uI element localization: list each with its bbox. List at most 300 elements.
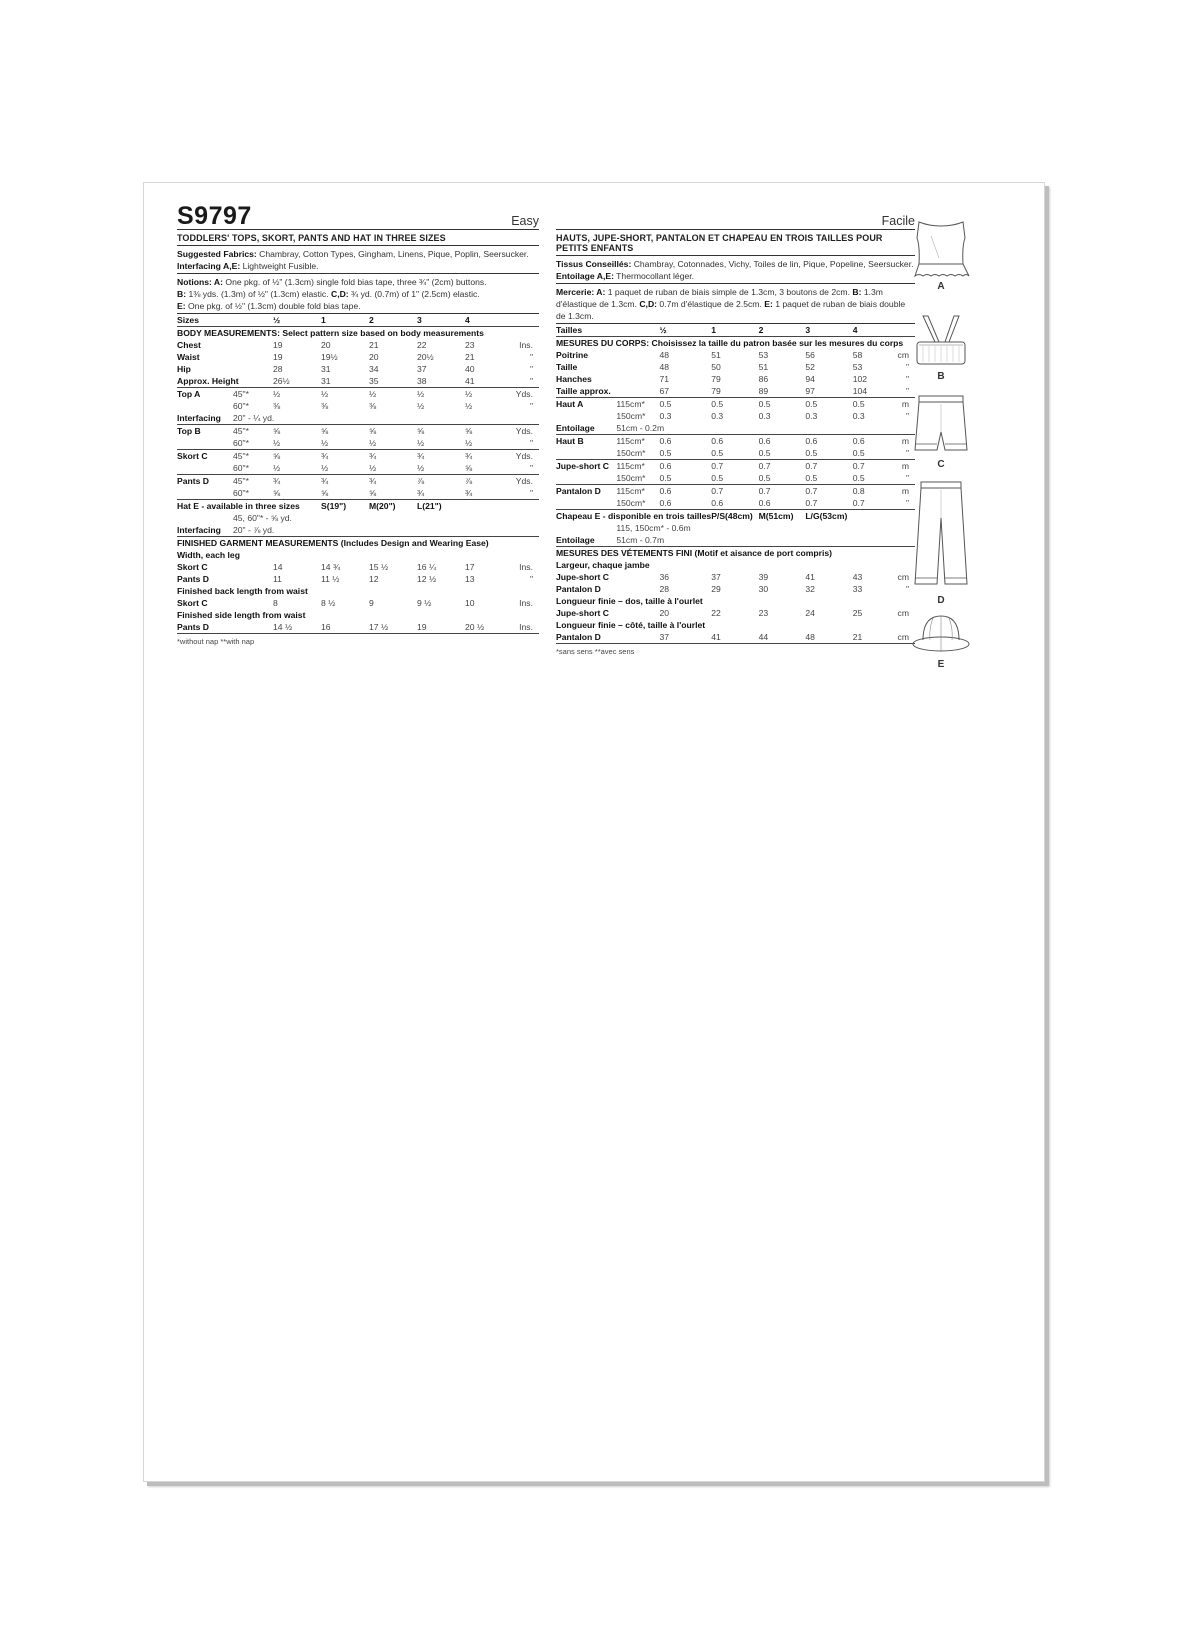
notions-a-text: One pkg. of ½" (1.3cm) single fold bias tape, three ¾" (2cm) buttons.	[223, 277, 487, 287]
value: 40	[465, 364, 475, 374]
garment-label: Top A	[177, 388, 233, 401]
value: ⅞	[417, 475, 465, 488]
value: ½	[321, 388, 369, 401]
value: 17	[465, 562, 475, 572]
value: ½	[417, 401, 425, 411]
unit: Yds.	[513, 450, 539, 463]
body-row	[556, 349, 915, 361]
value: 102	[852, 374, 868, 384]
sizes-label: Tailles	[556, 324, 616, 337]
row-label: Taille	[556, 362, 578, 372]
fabric-width: 45"*	[233, 388, 273, 401]
value: 48	[805, 631, 852, 644]
value: ¾	[465, 488, 473, 498]
value: 16	[321, 621, 369, 634]
notions-b-label: B:	[177, 289, 187, 299]
value: 0.5	[711, 473, 724, 483]
hat-size: S(19")	[321, 500, 369, 513]
unit: "	[529, 376, 533, 386]
sleeveless-top-ruffle-hem-icon	[909, 218, 973, 280]
hat-size: L(21")	[417, 500, 465, 513]
value: 44	[759, 631, 806, 644]
value: 51	[711, 350, 721, 360]
value: 22	[417, 340, 427, 350]
value: 0.6	[659, 435, 711, 448]
value: ⅝	[273, 488, 281, 498]
value: ¾	[321, 475, 369, 488]
table-cell	[616, 324, 659, 337]
value: 41	[805, 572, 815, 582]
yardage-row	[177, 400, 539, 412]
value: 0.6	[758, 498, 771, 508]
view-a	[896, 218, 986, 314]
french-column	[556, 183, 915, 656]
hat-fabric: 45, 60"* - ⅝ yd.	[233, 513, 292, 523]
finished-subheading: Finished side length from waist	[177, 610, 306, 620]
value: 23	[465, 340, 475, 350]
sizes-row	[177, 314, 539, 327]
value: ⅝	[417, 425, 465, 438]
value: ½	[273, 438, 281, 448]
finished-subheading-row	[177, 585, 539, 597]
garment-label	[556, 447, 616, 460]
value: 20 ½	[465, 621, 513, 634]
value: ⅝	[321, 488, 329, 498]
notions-a-label-fr: A:	[594, 287, 606, 297]
value: 97	[805, 386, 815, 396]
hat-fabric-row	[177, 512, 539, 524]
value: 51	[758, 362, 769, 372]
row-label: Pantalon D	[556, 584, 601, 594]
row-label: Pantalon D	[556, 631, 659, 644]
value: 0.7	[711, 460, 758, 473]
value: 16 ¼	[417, 562, 437, 572]
unit: m	[898, 460, 915, 473]
garment-label: Skort C	[177, 450, 233, 463]
bucket-hat-icon	[909, 612, 973, 658]
value: 10	[465, 598, 475, 608]
value: 0.7	[759, 485, 806, 498]
value: 9 ½	[417, 598, 432, 608]
value: 0.3	[758, 411, 771, 421]
value: ½	[321, 463, 329, 473]
size-header: ½	[273, 314, 321, 327]
finished-heading: MESURES DES VÉTEMENTS FINI (Motif et aisance de port compris)	[556, 547, 915, 560]
body-row	[177, 375, 539, 388]
value: 0.5	[711, 398, 758, 411]
interfacing-value: 51cm - 0.7m	[616, 535, 665, 545]
value: ⅞	[465, 475, 513, 488]
fabrics-label: Suggested Fabrics:	[177, 249, 257, 259]
value: ¾	[273, 475, 321, 488]
footnote: *without nap **with nap	[177, 637, 255, 646]
unit: "	[529, 574, 533, 584]
finished-row	[556, 631, 915, 644]
unit: Yds.	[513, 388, 539, 401]
hat-size: L/G(53cm)	[805, 510, 852, 523]
value: 89	[758, 386, 769, 396]
fabric-width: 115cm*	[616, 435, 659, 448]
value: 0.7	[711, 485, 758, 498]
unit: Yds.	[513, 475, 539, 488]
value: 50	[711, 362, 721, 372]
unit: Ins.	[519, 340, 533, 350]
view-label: C	[937, 459, 945, 470]
fabric-width: 150cm*	[616, 448, 646, 458]
value: 0.5	[853, 398, 898, 411]
unit: Ins.	[519, 598, 533, 608]
fabrics-label-fr: Tissus Conseillés:	[556, 259, 632, 269]
pattern-title-fr: HAUTS, JUPE-SHORT, PANTALON ET CHAPEAU EN TROIS TAILLES POUR PETITS ENFANTS	[556, 230, 915, 256]
hat-fabric: 115, 150cm* - 0.6m	[616, 523, 691, 533]
garment-label	[556, 410, 616, 422]
value: 8 ½	[321, 598, 336, 608]
garment-label	[177, 487, 233, 500]
value: 0.6	[805, 435, 852, 448]
notions-a-label: A:	[211, 277, 223, 287]
garment-label: Jupe-short C	[556, 460, 616, 473]
yardage-row	[177, 437, 539, 450]
value: ½	[369, 438, 377, 448]
garment-label	[177, 462, 233, 475]
unit: cm	[897, 572, 909, 582]
value: 37	[711, 572, 721, 582]
value: 0.5	[659, 398, 711, 411]
row-label: Poitrine	[556, 350, 588, 360]
value: 31	[321, 376, 331, 386]
size-header: 2	[369, 314, 417, 327]
value: 0.5	[711, 448, 724, 458]
value: 21	[853, 631, 898, 644]
finished-row	[177, 561, 539, 573]
fabric-width: 45"*	[233, 425, 273, 438]
value: ½	[417, 388, 465, 401]
fabrics-text: Chambray, Cotton Types, Gingham, Linens, Pique, Poplin, Seersucker.	[256, 249, 529, 259]
view-label: A	[937, 281, 945, 292]
yardage-row	[556, 447, 915, 460]
body-heading-row	[177, 327, 539, 340]
value: 0.7	[853, 460, 898, 473]
hat-row	[177, 500, 539, 513]
unit: m	[898, 485, 915, 498]
fabric-width: 115cm*	[616, 398, 659, 411]
fabrics-section	[177, 246, 539, 274]
value: ½	[417, 463, 425, 473]
value: ⅝	[273, 425, 321, 438]
finished-row	[177, 597, 539, 609]
unit: "	[905, 448, 909, 458]
interfacing-value: 51cm - 0.2m	[616, 423, 665, 433]
value: ⅜	[273, 401, 281, 411]
value: ⅜	[321, 401, 329, 411]
header	[177, 183, 539, 230]
value: 14 ½	[273, 621, 321, 634]
value: 0.6	[659, 460, 711, 473]
value: 0.5	[805, 473, 818, 483]
notions-e-label-fr: E:	[764, 299, 773, 309]
unit: "	[905, 473, 909, 483]
value: 23	[758, 608, 769, 618]
interfacing-row	[177, 412, 539, 425]
pattern-number: S9797	[177, 202, 252, 230]
yardage-row	[177, 450, 539, 463]
view-d	[896, 478, 986, 612]
garment-label	[556, 472, 616, 485]
size-header: 3	[417, 314, 465, 327]
value: 0.6	[659, 498, 672, 508]
hat-label: Hat E - available in three sizes	[177, 500, 321, 513]
value: 53	[852, 362, 863, 372]
row-label: Hanches	[556, 374, 592, 384]
pattern-title: TODDLERS' TOPS, SKORT, PANTS AND HAT IN THREE SIZES	[177, 230, 539, 246]
value: ½	[321, 438, 329, 448]
finished-heading-row	[177, 537, 539, 550]
value: 0.6	[711, 498, 724, 508]
unit: m	[898, 398, 915, 411]
hat-row	[556, 510, 915, 523]
value: ¾	[369, 450, 417, 463]
finished-subheading: Finished back length from waist	[177, 586, 308, 596]
pants-icon	[909, 478, 973, 594]
interfacing-label: Interfacing	[177, 525, 221, 535]
bandeau-top-straps-icon	[911, 314, 971, 370]
value: ¾	[321, 450, 369, 463]
body-heading-row	[556, 337, 915, 350]
value: 30	[758, 584, 769, 594]
unit: Ins.	[519, 562, 533, 572]
value: 0.3	[852, 411, 865, 421]
value: ⅝	[369, 488, 377, 498]
row-label: Hip	[177, 364, 191, 374]
value: 0.7	[805, 485, 852, 498]
unit: m	[898, 435, 915, 448]
finished-subheading: Width, each leg	[177, 550, 240, 560]
interfacing-label: Entoilage	[556, 535, 595, 545]
finished-subheading-row	[556, 595, 915, 607]
unit: "	[905, 411, 909, 421]
notions-e-label: E:	[177, 301, 186, 311]
value: 52	[805, 362, 815, 372]
value: 37	[659, 631, 711, 644]
value: 14 ¾	[321, 562, 341, 572]
value: ⅝	[321, 425, 369, 438]
unit: "	[529, 364, 533, 374]
finished-subheading: Longueur finie – dos, taille à l'ourlet	[556, 596, 703, 606]
body-row	[177, 351, 539, 363]
interfacing-label: Entoilage	[556, 423, 595, 433]
value: 20	[659, 608, 670, 618]
fabric-width: 60"*	[233, 438, 249, 448]
hat-size: M(20")	[369, 500, 417, 513]
value: 0.7	[759, 460, 806, 473]
unit: "	[529, 438, 533, 448]
fabric-width: 115cm*	[616, 460, 659, 473]
unit: Ins.	[513, 621, 539, 634]
difficulty-level-fr: Facile	[881, 214, 915, 228]
unit: "	[529, 352, 533, 362]
value: 26½	[273, 376, 290, 386]
value: 0.5	[805, 448, 818, 458]
unit: "	[905, 362, 909, 372]
notions-e-text-fr: 1 paquet de ruban de biais double de 1.3cm.	[556, 299, 906, 321]
value: 56	[805, 350, 815, 360]
hat-interfacing-row	[556, 534, 915, 547]
finished-heading: FINISHED GARMENT MEASUREMENTS (Includes Design and Wearing Ease)	[177, 537, 539, 550]
notions-cd-text: ¾ yd. (0.7m) of 1" (2.5cm) elastic.	[348, 289, 480, 299]
value: 79	[711, 386, 721, 396]
notions-cd-text-fr: 0.7m d'élastique de 2.5cm.	[657, 299, 765, 309]
unit: "	[529, 401, 533, 411]
fabric-width: 150cm*	[616, 498, 646, 508]
interfacing-label: Interfacing	[177, 413, 221, 423]
value: 71	[659, 374, 670, 384]
fabrics-text-fr: Chambray, Cotonnades, Vichy, Toiles de lin, Pique, Popeline, Seersucker.	[631, 259, 914, 269]
value: 32	[805, 584, 815, 594]
fabric-width: 45"*	[233, 475, 273, 488]
yardage-row	[556, 472, 915, 485]
unit: cm	[897, 608, 909, 618]
value: ½	[273, 388, 321, 401]
interfacing-value: 20" - ⅞ yd.	[233, 525, 275, 535]
value: 14	[273, 562, 283, 572]
notions-e-text: One pkg. of ½" (1.3cm) double fold bias tape.	[185, 301, 361, 311]
yardage-row	[556, 435, 915, 448]
fabric-width: 45"*	[233, 450, 273, 463]
value: 21	[369, 340, 379, 350]
unit: "	[905, 386, 909, 396]
value: 20	[369, 352, 379, 362]
garment-label: Haut A	[556, 398, 616, 411]
unit: Yds.	[513, 425, 539, 438]
row-label: Taille approx.	[556, 386, 611, 396]
size-header: ½	[659, 324, 711, 337]
table-cell	[465, 500, 513, 513]
value: ¾	[417, 450, 465, 463]
fabrics-section-fr	[556, 256, 915, 284]
value: 11 ½	[321, 574, 340, 584]
notions-section-fr	[556, 284, 915, 324]
sizes-row	[556, 324, 915, 337]
fabric-width: 60"*	[233, 488, 249, 498]
table-cell	[513, 500, 539, 513]
body-measurements-heading: MESURES DU CORPS: Choisissez la taille du patron basée sur les mesures du corps	[556, 338, 904, 348]
value: 24	[805, 608, 815, 618]
sizes-label: Sizes	[177, 314, 233, 327]
finished-subheading: Longueur finie – côté, taille à l'ourlet	[556, 620, 706, 630]
view-b	[896, 314, 986, 392]
pattern-envelope-back	[143, 182, 1045, 1482]
value: 19	[273, 340, 283, 350]
yardage-row	[177, 475, 539, 488]
finished-subheading-row	[177, 549, 539, 561]
row-label: Pants D	[177, 574, 209, 584]
value: 28	[659, 584, 670, 594]
value: 0.7	[852, 498, 865, 508]
unit: "	[905, 498, 909, 508]
fabric-width: 60"*	[233, 463, 249, 473]
value: 43	[852, 572, 863, 582]
value: 36	[659, 572, 670, 582]
value: 86	[758, 374, 769, 384]
value: 19	[273, 352, 283, 362]
value: 35	[369, 376, 379, 386]
value: 38	[417, 376, 427, 386]
skort-icon	[911, 392, 971, 458]
row-label: Skort C	[177, 598, 208, 608]
value: 0.3	[805, 411, 818, 421]
yardage-row	[177, 425, 539, 438]
size-header: 1	[321, 314, 369, 327]
value: 22	[711, 608, 721, 618]
value: ½	[273, 463, 281, 473]
row-label: Skort C	[177, 562, 208, 572]
english-column	[177, 183, 539, 646]
yardage-row	[177, 388, 539, 401]
value: 0.5	[805, 398, 852, 411]
notions-section	[177, 274, 539, 314]
unit: cm	[898, 631, 915, 644]
fabric-width: 150cm*	[616, 473, 646, 483]
table-cell	[556, 522, 616, 534]
yardage-row	[556, 485, 915, 498]
value: 25	[852, 608, 863, 618]
value: 19	[417, 621, 465, 634]
value: 0.3	[659, 411, 672, 421]
finished-subheading-row	[177, 609, 539, 621]
finished-row	[177, 573, 539, 585]
unit: "	[905, 584, 909, 594]
value: 0.7	[805, 460, 852, 473]
value: 33	[852, 584, 863, 594]
value: ½	[417, 438, 425, 448]
value: 0.3	[711, 411, 724, 421]
row-label: Waist	[177, 352, 200, 362]
value: 0.5	[758, 448, 771, 458]
size-header: 4	[853, 324, 898, 337]
value: 34	[369, 364, 379, 374]
value: ¾	[369, 475, 417, 488]
notions-label: Notions:	[177, 277, 212, 287]
value: 0.8	[853, 485, 898, 498]
value: 58	[852, 350, 863, 360]
value: 0.5	[659, 448, 672, 458]
notions-cd-label-fr: C,D:	[639, 299, 658, 309]
value: 0.5	[852, 473, 865, 483]
row-label: Pants D	[177, 621, 273, 634]
unit: "	[905, 374, 909, 384]
value: 0.5	[852, 448, 865, 458]
value: 0.6	[711, 435, 758, 448]
finished-subheading-row	[556, 619, 915, 631]
measurement-table-fr	[556, 324, 915, 644]
value: 0.6	[659, 485, 711, 498]
value: 8	[273, 598, 278, 608]
interfacing-row	[556, 422, 915, 435]
hat-interfacing-row	[177, 524, 539, 537]
value: ⅝	[273, 450, 321, 463]
value: 0.6	[853, 435, 898, 448]
fabric-width: 60"*	[233, 401, 249, 411]
notions-b-text: 1⅜ yds. (1.3m) of ½" (1.3cm) elastic.	[186, 289, 331, 299]
value: ½	[369, 388, 417, 401]
finished-row	[556, 607, 915, 619]
view-label: D	[937, 595, 945, 606]
value: ½	[369, 463, 377, 473]
unit: "	[529, 488, 533, 498]
row-label: Jupe-short C	[556, 572, 609, 582]
notions-b-text-fr: 1.3m d'élastique de 1.3cm.	[556, 287, 883, 309]
value: 21	[465, 352, 475, 362]
